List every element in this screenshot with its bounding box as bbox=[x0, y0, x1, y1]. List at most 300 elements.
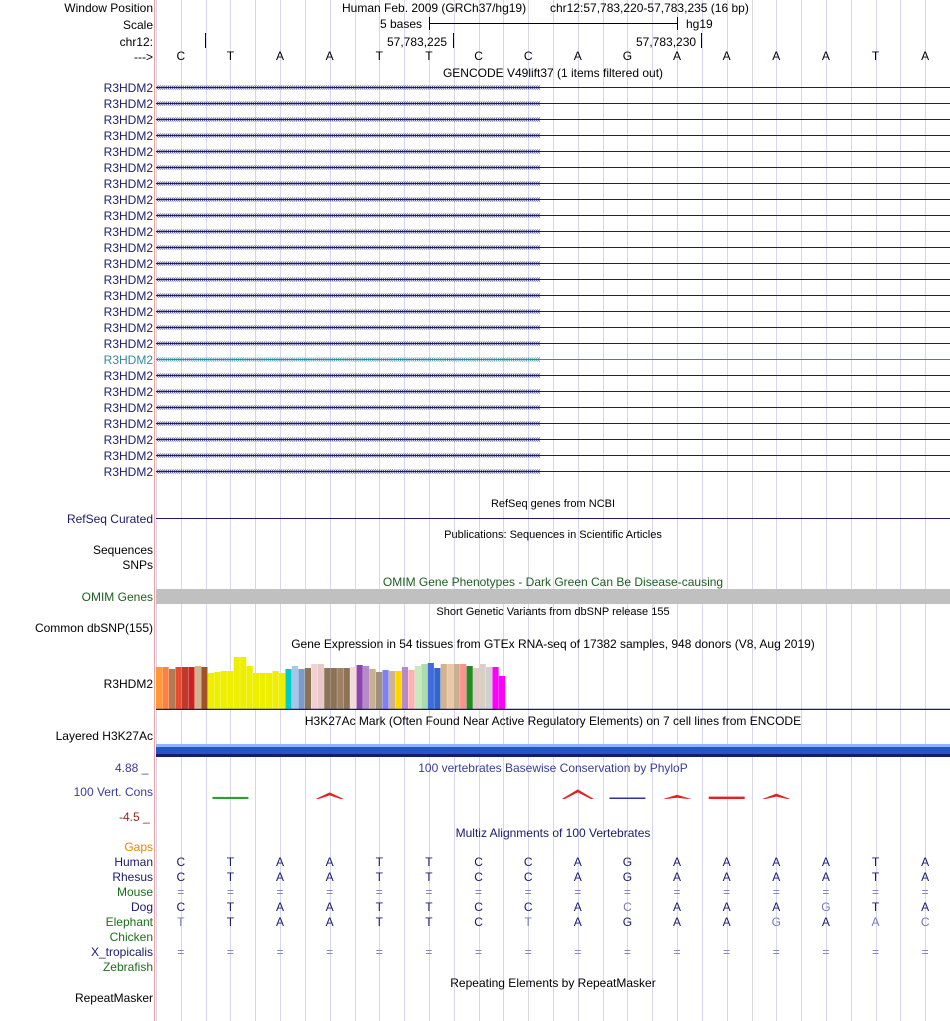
scale-text: 5 bases bbox=[380, 17, 423, 31]
phylop-score-mark[interactable] bbox=[212, 797, 248, 799]
aligned-base: G bbox=[821, 900, 831, 914]
aligned-base: = bbox=[921, 945, 929, 959]
strand-arrows: ‹‹‹‹‹‹‹‹‹‹‹‹‹‹‹‹‹‹‹‹‹‹‹‹‹‹‹‹‹‹‹‹‹‹‹‹‹‹‹‹‹‹‹‹‹‹‹‹‹‹‹‹‹‹‹‹‹‹‹‹‹‹‹‹‹‹‹‹‹‹‹‹‹‹‹‹‹‹‹‹‹‹‹‹‹‹‹‹‹‹‹‹‹‹‹‹‹‹‹‹‹‹‹‹‹‹‹‹‹‹‹‹‹‹‹‹‹‹‹‹‹‹‹‹‹‹‹‹‹‹‹‹‹‹‹‹‹‹‹‹‹‹‹‹‹‹‹‹‹‹‹‹‹‹‹‹‹‹‹‹‹‹‹‹‹‹‹‹‹‹‹‹‹‹‹‹‹‹‹‹ bbox=[156, 290, 540, 301]
phylop-max-label: 4.88 _ bbox=[115, 761, 149, 775]
h3k27ac-label[interactable]: Layered H3K27Ac bbox=[55, 729, 153, 743]
base-letter: T bbox=[375, 49, 383, 63]
base-letter: C bbox=[176, 49, 186, 63]
aligned-base: = bbox=[623, 885, 631, 899]
gtex-tissue-bar[interactable] bbox=[227, 671, 233, 709]
aligned-base: A bbox=[573, 855, 582, 869]
gtex-tissue-bar[interactable] bbox=[350, 667, 356, 709]
gencode-transcript-label[interactable]: R3HDM2 bbox=[103, 337, 153, 351]
refseq-feature[interactable] bbox=[156, 518, 950, 519]
gencode-transcript-label[interactable]: R3HDM2 bbox=[103, 177, 153, 191]
base-letter: C bbox=[474, 49, 483, 63]
gtex-tissue-bar[interactable] bbox=[188, 667, 194, 709]
gtex-tissue-bar[interactable] bbox=[234, 657, 240, 709]
gencode-transcript[interactable] bbox=[156, 336, 950, 352]
gencode-transcript[interactable] bbox=[156, 192, 950, 208]
gtex-tissue-bar[interactable] bbox=[447, 664, 453, 709]
strand-arrows: ‹‹‹‹‹‹‹‹‹‹‹‹‹‹‹‹‹‹‹‹‹‹‹‹‹‹‹‹‹‹‹‹‹‹‹‹‹‹‹‹‹‹‹‹‹‹‹‹‹‹‹‹‹‹‹‹‹‹‹‹‹‹‹‹‹‹‹‹‹‹‹‹‹‹‹‹‹‹‹‹‹‹‹‹‹‹‹‹‹‹‹‹‹‹‹‹‹‹‹‹‹‹‹‹‹‹‹‹‹‹‹‹‹‹‹‹‹‹‹‹‹‹‹‹‹‹‹‹‹‹‹‹‹‹‹‹‹‹‹‹‹‹‹‹‹‹‹‹‹‹‹‹‹‹‹‹‹‹‹‹‹‹‹‹‹‹‹‹‹‹‹‹‹‹‹‹‹‹‹‹ bbox=[156, 146, 540, 157]
window-position-label: Window Position bbox=[64, 1, 153, 15]
aligned-base: = bbox=[177, 885, 185, 899]
aligned-base: = bbox=[425, 885, 433, 899]
gtex-tissue-bar[interactable] bbox=[214, 672, 220, 709]
gencode-transcript-label[interactable]: R3HDM2 bbox=[103, 257, 153, 271]
strand-arrows: ‹‹‹‹‹‹‹‹‹‹‹‹‹‹‹‹‹‹‹‹‹‹‹‹‹‹‹‹‹‹‹‹‹‹‹‹‹‹‹‹‹‹‹‹‹‹‹‹‹‹‹‹‹‹‹‹‹‹‹‹‹‹‹‹‹‹‹‹‹‹‹‹‹‹‹‹‹‹‹‹‹‹‹‹‹‹‹‹‹‹‹‹‹‹‹‹‹‹‹‹‹‹‹‹‹‹‹‹‹‹‹‹‹‹‹‹‹‹‹‹‹‹‹‹‹‹‹‹‹‹‹‹‹‹‹‹‹‹‹‹‹‹‹‹‹‹‹‹‹‹‹‹‹‹‹‹‹‹‹‹‹‹‹‹‹‹‹‹‹‹‹‹‹‹‹‹‹‹‹‹ bbox=[156, 162, 540, 173]
gtex-tissue-bar[interactable] bbox=[175, 667, 181, 709]
gtex-tissue-bar[interactable] bbox=[169, 669, 175, 709]
aligned-base: = bbox=[921, 885, 929, 899]
aligned-base: = bbox=[822, 945, 830, 959]
base-letter: T bbox=[871, 49, 880, 63]
gtex-tissue-bar[interactable] bbox=[382, 670, 388, 709]
aligned-base: C bbox=[474, 900, 483, 914]
species-label[interactable]: Zebrafish bbox=[102, 960, 153, 974]
aligned-base: = bbox=[574, 885, 582, 899]
phylop-score-mark[interactable] bbox=[762, 794, 790, 799]
strand-arrows: ‹‹‹‹‹‹‹‹‹‹‹‹‹‹‹‹‹‹‹‹‹‹‹‹‹‹‹‹‹‹‹‹‹‹‹‹‹‹‹‹‹‹‹‹‹‹‹‹‹‹‹‹‹‹‹‹‹‹‹‹‹‹‹‹‹‹‹‹‹‹‹‹‹‹‹‹‹‹‹‹‹‹‹‹‹‹‹‹‹‹‹‹‹‹‹‹‹‹‹‹‹‹‹‹‹‹‹‹‹‹‹‹‹‹‹‹‹‹‹‹‹‹‹‹‹‹‹‹‹‹‹‹‹‹‹‹‹‹‹‹‹‹‹‹‹‹‹‹‹‹‹‹‹‹‹‹‹‹‹‹‹‹‹‹‹‹‹‹‹‹‹‹‹‹‹‹‹‹‹‹ bbox=[156, 386, 540, 397]
aligned-base: = bbox=[425, 945, 433, 959]
aligned-base: T bbox=[226, 915, 235, 929]
gtex-tissue-bar[interactable] bbox=[415, 666, 421, 709]
gtex-tissue-bar[interactable] bbox=[260, 673, 266, 709]
gencode-transcript[interactable] bbox=[156, 384, 950, 400]
gtex-tissue-bar[interactable] bbox=[428, 663, 434, 709]
species-alignment[interactable] bbox=[156, 945, 950, 959]
aligned-base: A bbox=[573, 915, 582, 929]
gencode-transcript-label[interactable]: R3HDM2 bbox=[103, 385, 153, 399]
species-label[interactable]: Human bbox=[114, 855, 153, 869]
gencode-transcript-label[interactable]: R3HDM2 bbox=[103, 113, 153, 127]
aligned-base: A bbox=[276, 915, 285, 929]
ruler-tick-2 bbox=[453, 33, 454, 48]
aligned-base: A bbox=[276, 870, 285, 884]
species-alignment[interactable] bbox=[156, 930, 950, 944]
gencode-transcript[interactable] bbox=[156, 416, 950, 432]
dbsnp-title[interactable]: Short Genetic Variants from dbSNP release 155 bbox=[436, 606, 670, 618]
aligned-base: A bbox=[821, 870, 830, 884]
strand-arrows: ‹‹‹‹‹‹‹‹‹‹‹‹‹‹‹‹‹‹‹‹‹‹‹‹‹‹‹‹‹‹‹‹‹‹‹‹‹‹‹‹‹‹‹‹‹‹‹‹‹‹‹‹‹‹‹‹‹‹‹‹‹‹‹‹‹‹‹‹‹‹‹‹‹‹‹‹‹‹‹‹‹‹‹‹‹‹‹‹‹‹‹‹‹‹‹‹‹‹‹‹‹‹‹‹‹‹‹‹‹‹‹‹‹‹‹‹‹‹‹‹‹‹‹‹‹‹‹‹‹‹‹‹‹‹‹‹‹‹‹‹‹‹‹‹‹‹‹‹‹‹‹‹‹‹‹‹‹‹‹‹‹‹‹‹‹‹‹‹‹‹‹‹‹‹‹‹‹‹‹‹ bbox=[156, 274, 540, 285]
gencode-transcript[interactable] bbox=[156, 144, 950, 160]
aligned-base: T bbox=[524, 915, 532, 929]
gtex-tissue-bar[interactable] bbox=[331, 668, 337, 709]
aligned-base: A bbox=[772, 870, 781, 884]
omim-label[interactable]: OMIM Genes bbox=[81, 590, 153, 604]
aligned-base: G bbox=[622, 855, 633, 869]
base-letter: A bbox=[673, 49, 682, 63]
aligned-base: T bbox=[375, 855, 383, 869]
gtex-tissue-bar[interactable] bbox=[460, 664, 466, 709]
h3k27ac-layer-mid bbox=[156, 747, 950, 754]
aligned-base: A bbox=[673, 915, 682, 929]
aligned-base: = bbox=[623, 945, 631, 959]
aligned-base: T bbox=[871, 855, 880, 869]
gtex-tissue-bar[interactable] bbox=[473, 668, 479, 709]
species-label[interactable]: Dog bbox=[130, 900, 153, 914]
h3k27ac-layer-dark bbox=[156, 754, 950, 757]
aligned-base: = bbox=[276, 945, 284, 959]
aligned-base: = bbox=[326, 945, 334, 959]
position-text: chr12:57,783,220-57,783,235 (16 bp) bbox=[550, 1, 749, 15]
aligned-base: = bbox=[226, 945, 234, 959]
gencode-transcript-label[interactable]: R3HDM2 bbox=[103, 353, 153, 367]
aligned-base: C bbox=[176, 870, 186, 884]
aligned-base: A bbox=[325, 855, 334, 869]
multiz-title[interactable]: Multiz Alignments of 100 Vertebrates bbox=[455, 826, 651, 840]
gencode-transcript-label[interactable]: R3HDM2 bbox=[103, 465, 153, 479]
phylop-score-mark[interactable] bbox=[709, 797, 745, 799]
species-label[interactable]: Chicken bbox=[109, 930, 153, 944]
gencode-transcript[interactable] bbox=[156, 304, 950, 320]
base-letter: A bbox=[722, 49, 731, 63]
gtex-bar-chart[interactable] bbox=[156, 650, 950, 710]
gtex-label[interactable]: R3HDM2 bbox=[103, 677, 153, 691]
aligned-base: A bbox=[921, 870, 930, 884]
gencode-transcript[interactable] bbox=[156, 320, 950, 336]
h3k27ac-title[interactable]: H3K27Ac Mark (Often Found Near Active Regulatory Elements) on 7 cell lines from ENCODE bbox=[304, 714, 802, 728]
strand-arrows: ‹‹‹‹‹‹‹‹‹‹‹‹‹‹‹‹‹‹‹‹‹‹‹‹‹‹‹‹‹‹‹‹‹‹‹‹‹‹‹‹‹‹‹‹‹‹‹‹‹‹‹‹‹‹‹‹‹‹‹‹‹‹‹‹‹‹‹‹‹‹‹‹‹‹‹‹‹‹‹‹‹‹‹‹‹‹‹‹‹‹‹‹‹‹‹‹‹‹‹‹‹‹‹‹‹‹‹‹‹‹‹‹‹‹‹‹‹‹‹‹‹‹‹‹‹‹‹‹‹‹‹‹‹‹‹‹‹‹‹‹‹‹‹‹‹‹‹‹‹‹‹‹‹‹‹‹‹‹‹‹‹‹‹‹‹‹‹‹‹‹‹‹‹‹‹‹‹‹‹‹ bbox=[156, 370, 540, 381]
gencode-transcript[interactable] bbox=[156, 96, 950, 112]
gtex-tissue-bar[interactable] bbox=[357, 665, 363, 709]
aligned-base: A bbox=[722, 870, 731, 884]
aligned-base: T bbox=[425, 870, 433, 884]
gtex-tissue-bar[interactable] bbox=[266, 673, 272, 709]
gtex-tissue-bar[interactable] bbox=[318, 664, 324, 709]
gtex-tissue-bar[interactable] bbox=[195, 666, 201, 709]
aligned-base: = bbox=[673, 945, 681, 959]
base-letter: A bbox=[573, 49, 582, 63]
ruler-tick-1 bbox=[205, 33, 206, 48]
refseq-title[interactable]: RefSeq genes from NCBI bbox=[490, 498, 616, 510]
phylop-label[interactable]: 100 Vert. Cons bbox=[73, 785, 153, 799]
gtex-tissue-bar[interactable] bbox=[363, 666, 369, 709]
gencode-transcript-label[interactable]: R3HDM2 bbox=[103, 193, 153, 207]
gencode-transcript[interactable] bbox=[156, 128, 950, 144]
gencode-transcript[interactable] bbox=[156, 400, 950, 416]
aligned-base: T bbox=[425, 915, 433, 929]
gencode-transcript[interactable] bbox=[156, 224, 950, 240]
strand-arrows: ‹‹‹‹‹‹‹‹‹‹‹‹‹‹‹‹‹‹‹‹‹‹‹‹‹‹‹‹‹‹‹‹‹‹‹‹‹‹‹‹‹‹‹‹‹‹‹‹‹‹‹‹‹‹‹‹‹‹‹‹‹‹‹‹‹‹‹‹‹‹‹‹‹‹‹‹‹‹‹‹‹‹‹‹‹‹‹‹‹‹‹‹‹‹‹‹‹‹‹‹‹‹‹‹‹‹‹‹‹‹‹‹‹‹‹‹‹‹‹‹‹‹‹‹‹‹‹‹‹‹‹‹‹‹‹‹‹‹‹‹‹‹‹‹‹‹‹‹‹‹‹‹‹‹‹‹‹‹‹‹‹‹‹‹‹‹‹‹‹‹‹‹‹‹‹‹‹‹‹‹ bbox=[156, 178, 540, 189]
assembly-short: hg19 bbox=[686, 17, 713, 31]
snps-label[interactable]: SNPs bbox=[122, 558, 153, 572]
strand-arrows: ‹‹‹‹‹‹‹‹‹‹‹‹‹‹‹‹‹‹‹‹‹‹‹‹‹‹‹‹‹‹‹‹‹‹‹‹‹‹‹‹‹‹‹‹‹‹‹‹‹‹‹‹‹‹‹‹‹‹‹‹‹‹‹‹‹‹‹‹‹‹‹‹‹‹‹‹‹‹‹‹‹‹‹‹‹‹‹‹‹‹‹‹‹‹‹‹‹‹‹‹‹‹‹‹‹‹‹‹‹‹‹‹‹‹‹‹‹‹‹‹‹‹‹‹‹‹‹‹‹‹‹‹‹‹‹‹‹‹‹‹‹‹‹‹‹‹‹‹‹‹‹‹‹‹‹‹‹‹‹‹‹‹‹‹‹‹‹‹‹‹‹‹‹‹‹‹‹‹‹‹ bbox=[156, 402, 540, 413]
aligned-base: = bbox=[673, 885, 681, 899]
gencode-transcript-label[interactable]: R3HDM2 bbox=[103, 289, 153, 303]
gtex-tissue-bar[interactable] bbox=[486, 667, 492, 709]
strand-label: ---> bbox=[134, 50, 153, 64]
aligned-base: = bbox=[276, 885, 284, 899]
coord-1: 57,783,225 bbox=[387, 35, 448, 49]
gtex-tissue-bar[interactable] bbox=[408, 670, 414, 709]
gencode-title[interactable]: GENCODE V49lift37 (1 items filtered out) bbox=[442, 66, 664, 80]
phylop-score-mark[interactable] bbox=[316, 792, 344, 799]
strand-arrows: ‹‹‹‹‹‹‹‹‹‹‹‹‹‹‹‹‹‹‹‹‹‹‹‹‹‹‹‹‹‹‹‹‹‹‹‹‹‹‹‹‹‹‹‹‹‹‹‹‹‹‹‹‹‹‹‹‹‹‹‹‹‹‹‹‹‹‹‹‹‹‹‹‹‹‹‹‹‹‹‹‹‹‹‹‹‹‹‹‹‹‹‹‹‹‹‹‹‹‹‹‹‹‹‹‹‹‹‹‹‹‹‹‹‹‹‹‹‹‹‹‹‹‹‹‹‹‹‹‹‹‹‹‹‹‹‹‹‹‹‹‹‹‹‹‹‹‹‹‹‹‹‹‹‹‹‹‹‹‹‹‹‹‹‹‹‹‹‹‹‹‹‹‹‹‹‹‹‹‹‹ bbox=[156, 258, 540, 269]
aligned-base: C bbox=[176, 900, 186, 914]
gencode-transcript-label[interactable]: R3HDM2 bbox=[103, 401, 153, 415]
aligned-base: C bbox=[523, 855, 533, 869]
aligned-base: A bbox=[821, 855, 830, 869]
gtex-tissue-bar[interactable] bbox=[311, 664, 317, 709]
aligned-base: = bbox=[226, 885, 234, 899]
gencode-transcript-label[interactable]: R3HDM2 bbox=[103, 433, 153, 447]
gtex-tissue-bar[interactable] bbox=[492, 667, 498, 709]
gtex-tissue-bar[interactable] bbox=[305, 668, 311, 709]
h3k27ac-signal[interactable] bbox=[156, 744, 950, 757]
strand-arrows: ‹‹‹‹‹‹‹‹‹‹‹‹‹‹‹‹‹‹‹‹‹‹‹‹‹‹‹‹‹‹‹‹‹‹‹‹‹‹‹‹‹‹‹‹‹‹‹‹‹‹‹‹‹‹‹‹‹‹‹‹‹‹‹‹‹‹‹‹‹‹‹‹‹‹‹‹‹‹‹‹‹‹‹‹‹‹‹‹‹‹‹‹‹‹‹‹‹‹‹‹‹‹‹‹‹‹‹‹‹‹‹‹‹‹‹‹‹‹‹‹‹‹‹‹‹‹‹‹‹‹‹‹‹‹‹‹‹‹‹‹‹‹‹‹‹‹‹‹‹‹‹‹‹‹‹‹‹‹‹‹‹‹‹‹‹‹‹‹‹‹‹‹‹‹‹‹‹‹‹‹ bbox=[156, 338, 540, 349]
repeatmasker-title[interactable]: Repeating Elements by RepeatMasker bbox=[450, 976, 656, 990]
aligned-base: = bbox=[375, 885, 383, 899]
aligned-base: A bbox=[325, 915, 334, 929]
aligned-base: A bbox=[325, 900, 334, 914]
phylop-score-mark[interactable] bbox=[562, 789, 594, 799]
phylop-title[interactable]: 100 vertebrates Basewise Conservation by PhyloP bbox=[418, 761, 688, 775]
strand-arrows: ‹‹‹‹‹‹‹‹‹‹‹‹‹‹‹‹‹‹‹‹‹‹‹‹‹‹‹‹‹‹‹‹‹‹‹‹‹‹‹‹‹‹‹‹‹‹‹‹‹‹‹‹‹‹‹‹‹‹‹‹‹‹‹‹‹‹‹‹‹‹‹‹‹‹‹‹‹‹‹‹‹‹‹‹‹‹‹‹‹‹‹‹‹‹‹‹‹‹‹‹‹‹‹‹‹‹‹‹‹‹‹‹‹‹‹‹‹‹‹‹‹‹‹‹‹‹‹‹‹‹‹‹‹‹‹‹‹‹‹‹‹‹‹‹‹‹‹‹‹‹‹‹‹‹‹‹‹‹‹‹‹‹‹‹‹‹‹‹‹‹‹‹‹‹‹‹‹‹‹‹ bbox=[156, 226, 540, 237]
refseq-label[interactable]: RefSeq Curated bbox=[66, 512, 153, 526]
aligned-base: A bbox=[673, 900, 682, 914]
aligned-base: T bbox=[375, 900, 383, 914]
label-divider bbox=[154, 0, 155, 1021]
aligned-base: A bbox=[722, 915, 731, 929]
strand-arrows: ‹‹‹‹‹‹‹‹‹‹‹‹‹‹‹‹‹‹‹‹‹‹‹‹‹‹‹‹‹‹‹‹‹‹‹‹‹‹‹‹‹‹‹‹‹‹‹‹‹‹‹‹‹‹‹‹‹‹‹‹‹‹‹‹‹‹‹‹‹‹‹‹‹‹‹‹‹‹‹‹‹‹‹‹‹‹‹‹‹‹‹‹‹‹‹‹‹‹‹‹‹‹‹‹‹‹‹‹‹‹‹‹‹‹‹‹‹‹‹‹‹‹‹‹‹‹‹‹‹‹‹‹‹‹‹‹‹‹‹‹‹‹‹‹‹‹‹‹‹‹‹‹‹‹‹‹‹‹‹‹‹‹‹‹‹‹‹‹‹‹‹‹‹‹‹‹‹‹‹‹ bbox=[156, 194, 540, 205]
aligned-base: = bbox=[375, 945, 383, 959]
gtex-tissue-bar[interactable] bbox=[499, 676, 505, 709]
strand-arrows: ‹‹‹‹‹‹‹‹‹‹‹‹‹‹‹‹‹‹‹‹‹‹‹‹‹‹‹‹‹‹‹‹‹‹‹‹‹‹‹‹‹‹‹‹‹‹‹‹‹‹‹‹‹‹‹‹‹‹‹‹‹‹‹‹‹‹‹‹‹‹‹‹‹‹‹‹‹‹‹‹‹‹‹‹‹‹‹‹‹‹‹‹‹‹‹‹‹‹‹‹‹‹‹‹‹‹‹‹‹‹‹‹‹‹‹‹‹‹‹‹‹‹‹‹‹‹‹‹‹‹‹‹‹‹‹‹‹‹‹‹‹‹‹‹‹‹‹‹‹‹‹‹‹‹‹‹‹‹‹‹‹‹‹‹‹‹‹‹‹‹‹‹‹‹‹‹‹‹‹‹ bbox=[156, 98, 540, 109]
gencode-transcript-label[interactable]: R3HDM2 bbox=[103, 273, 153, 287]
base-letter: A bbox=[772, 49, 781, 63]
gtex-tissue-bar[interactable] bbox=[182, 667, 188, 709]
species-alignment[interactable] bbox=[156, 885, 950, 899]
gencode-transcript-label[interactable]: R3HDM2 bbox=[103, 145, 153, 159]
base-letter: A bbox=[276, 49, 285, 63]
base-letter: A bbox=[921, 49, 930, 63]
aligned-base: A bbox=[673, 870, 682, 884]
phylop-min-label: -4.5 _ bbox=[119, 810, 150, 824]
phylop-chart[interactable] bbox=[156, 775, 950, 825]
species-alignment[interactable] bbox=[156, 915, 950, 929]
gtex-tissue-bar[interactable] bbox=[389, 671, 395, 709]
gencode-transcript[interactable] bbox=[156, 208, 950, 224]
strand-arrows: ‹‹‹‹‹‹‹‹‹‹‹‹‹‹‹‹‹‹‹‹‹‹‹‹‹‹‹‹‹‹‹‹‹‹‹‹‹‹‹‹‹‹‹‹‹‹‹‹‹‹‹‹‹‹‹‹‹‹‹‹‹‹‹‹‹‹‹‹‹‹‹‹‹‹‹‹‹‹‹‹‹‹‹‹‹‹‹‹‹‹‹‹‹‹‹‹‹‹‹‹‹‹‹‹‹‹‹‹‹‹‹‹‹‹‹‹‹‹‹‹‹‹‹‹‹‹‹‹‹‹‹‹‹‹‹‹‹‹‹‹‹‹‹‹‹‹‹‹‹‹‹‹‹‹‹‹‹‹‹‹‹‹‹‹‹‹‹‹‹‹‹‹‹‹‹‹‹‹‹‹ bbox=[156, 434, 540, 445]
aligned-base: = bbox=[475, 885, 483, 899]
aligned-base: = bbox=[524, 945, 532, 959]
gtex-tissue-bar[interactable] bbox=[480, 664, 486, 709]
aligned-base: A bbox=[772, 855, 781, 869]
gencode-transcript-label[interactable]: R3HDM2 bbox=[103, 369, 153, 383]
omim-title[interactable]: OMIM Gene Phenotypes - Dark Green Can Be Disease-causing bbox=[382, 575, 724, 589]
gtex-tissue-bar[interactable] bbox=[253, 673, 259, 709]
aligned-base: A bbox=[821, 915, 830, 929]
gtex-tissue-bar[interactable] bbox=[441, 664, 447, 709]
strand-arrows: ‹‹‹‹‹‹‹‹‹‹‹‹‹‹‹‹‹‹‹‹‹‹‹‹‹‹‹‹‹‹‹‹‹‹‹‹‹‹‹‹‹‹‹‹‹‹‹‹‹‹‹‹‹‹‹‹‹‹‹‹‹‹‹‹‹‹‹‹‹‹‹‹‹‹‹‹‹‹‹‹‹‹‹‹‹‹‹‹‹‹‹‹‹‹‹‹‹‹‹‹‹‹‹‹‹‹‹‹‹‹‹‹‹‹‹‹‹‹‹‹‹‹‹‹‹‹‹‹‹‹‹‹‹‹‹‹‹‹‹‹‹‹‹‹‹‹‹‹‹‹‹‹‹‹‹‹‹‹‹‹‹‹‹‹‹‹‹‹‹‹‹‹‹‹‹‹‹‹‹‹ bbox=[156, 466, 540, 477]
gencode-transcript[interactable] bbox=[156, 272, 950, 288]
aligned-base: A bbox=[722, 855, 731, 869]
gencode-transcript-label[interactable]: R3HDM2 bbox=[103, 129, 153, 143]
gencode-transcript[interactable] bbox=[156, 352, 950, 368]
aligned-base: A bbox=[921, 900, 930, 914]
gtex-tissue-bar[interactable] bbox=[376, 672, 382, 709]
scale-bar-right-tick bbox=[677, 17, 678, 30]
base-letter: A bbox=[325, 49, 334, 63]
gtex-tissue-bar[interactable] bbox=[298, 669, 304, 709]
gtex-tissue-bar[interactable] bbox=[292, 666, 298, 709]
ruler-tick-3 bbox=[701, 33, 702, 48]
gencode-transcript[interactable] bbox=[156, 160, 950, 176]
aligned-base: = bbox=[872, 885, 880, 899]
aligned-base: T bbox=[375, 870, 383, 884]
scale-bar bbox=[429, 23, 678, 24]
base-letter: G bbox=[622, 49, 633, 63]
species-alignment[interactable] bbox=[156, 960, 950, 974]
gencode-transcript-label[interactable]: R3HDM2 bbox=[103, 97, 153, 111]
gtex-tissue-bar[interactable] bbox=[421, 664, 427, 709]
gencode-transcript[interactable] bbox=[156, 176, 950, 192]
species-alignment[interactable] bbox=[156, 855, 950, 869]
aligned-base: A bbox=[573, 870, 582, 884]
strand-arrows: ‹‹‹‹‹‹‹‹‹‹‹‹‹‹‹‹‹‹‹‹‹‹‹‹‹‹‹‹‹‹‹‹‹‹‹‹‹‹‹‹‹‹‹‹‹‹‹‹‹‹‹‹‹‹‹‹‹‹‹‹‹‹‹‹‹‹‹‹‹‹‹‹‹‹‹‹‹‹‹‹‹‹‹‹‹‹‹‹‹‹‹‹‹‹‹‹‹‹‹‹‹‹‹‹‹‹‹‹‹‹‹‹‹‹‹‹‹‹‹‹‹‹‹‹‹‹‹‹‹‹‹‹‹‹‹‹‹‹‹‹‹‹‹‹‹‹‹‹‹‹‹‹‹‹‹‹‹‹‹‹‹‹‹‹‹‹‹‹‹‹‹‹‹‹‹‹‹‹‹‹ bbox=[156, 418, 540, 429]
gtex-tissue-bar[interactable] bbox=[324, 668, 330, 709]
species-alignment[interactable] bbox=[156, 870, 950, 884]
publications-title[interactable]: Publications: Sequences in Scientific Articles bbox=[444, 529, 662, 541]
aligned-base: T bbox=[871, 870, 880, 884]
gtex-tissue-bar[interactable] bbox=[221, 671, 227, 709]
species-label[interactable]: X_tropicalis bbox=[90, 945, 153, 959]
gencode-transcript-label[interactable]: R3HDM2 bbox=[103, 417, 153, 431]
aligned-base: C bbox=[623, 900, 632, 914]
gtex-tissue-bar[interactable] bbox=[247, 666, 253, 709]
gtex-tissue-bar[interactable] bbox=[201, 667, 207, 709]
gtex-tissue-bar[interactable] bbox=[370, 669, 376, 709]
gtex-tissue-bar[interactable] bbox=[285, 669, 291, 709]
strand-arrows: ‹‹‹‹‹‹‹‹‹‹‹‹‹‹‹‹‹‹‹‹‹‹‹‹‹‹‹‹‹‹‹‹‹‹‹‹‹‹‹‹‹‹‹‹‹‹‹‹‹‹‹‹‹‹‹‹‹‹‹‹‹‹‹‹‹‹‹‹‹‹‹‹‹‹‹‹‹‹‹‹‹‹‹‹‹‹‹‹‹‹‹‹‹‹‹‹‹‹‹‹‹‹‹‹‹‹‹‹‹‹‹‹‹‹‹‹‹‹‹‹‹‹‹‹‹‹‹‹‹‹‹‹‹‹‹‹‹‹‹‹‹‹‹‹‹‹‹‹‹‹‹‹‹‹‹‹‹‹‹‹‹‹‹‹‹‹‹‹‹‹‹‹‹‹‹‹‹‹‹‹ bbox=[156, 322, 540, 333]
species-label[interactable]: Mouse bbox=[116, 885, 153, 899]
gencode-transcript[interactable] bbox=[156, 288, 950, 304]
repeatmasker-label[interactable]: RepeatMasker bbox=[74, 991, 153, 1005]
aligned-base: = bbox=[524, 885, 532, 899]
gencode-transcript[interactable] bbox=[156, 256, 950, 272]
base-letter: C bbox=[523, 49, 533, 63]
base-letter: A bbox=[821, 49, 830, 63]
gtex-tissue-bar[interactable] bbox=[434, 668, 440, 709]
gtex-tissue-bar[interactable] bbox=[240, 657, 246, 709]
aligned-base: T bbox=[375, 915, 383, 929]
aligned-base: A bbox=[921, 855, 930, 869]
gencode-transcript[interactable] bbox=[156, 80, 950, 96]
aligned-base: A bbox=[276, 855, 285, 869]
scale-label: Scale bbox=[122, 18, 153, 32]
gencode-transcript[interactable] bbox=[156, 464, 950, 480]
base-letter: T bbox=[425, 49, 433, 63]
gtex-tissue-bar[interactable] bbox=[337, 668, 343, 709]
aligned-base: C bbox=[474, 870, 483, 884]
aligned-base: = bbox=[177, 945, 185, 959]
gaps-label[interactable]: Gaps bbox=[124, 840, 153, 854]
strand-arrows: ‹‹‹‹‹‹‹‹‹‹‹‹‹‹‹‹‹‹‹‹‹‹‹‹‹‹‹‹‹‹‹‹‹‹‹‹‹‹‹‹‹‹‹‹‹‹‹‹‹‹‹‹‹‹‹‹‹‹‹‹‹‹‹‹‹‹‹‹‹‹‹‹‹‹‹‹‹‹‹‹‹‹‹‹‹‹‹‹‹‹‹‹‹‹‹‹‹‹‹‹‹‹‹‹‹‹‹‹‹‹‹‹‹‹‹‹‹‹‹‹‹‹‹‹‹‹‹‹‹‹‹‹‹‹‹‹‹‹‹‹‹‹‹‹‹‹‹‹‹‹‹‹‹‹‹‹‹‹‹‹‹‹‹‹‹‹‹‹‹‹‹‹‹‹‹‹‹‹‹‹ bbox=[156, 306, 540, 317]
aligned-base: T bbox=[226, 900, 235, 914]
gencode-transcript-label[interactable]: R3HDM2 bbox=[103, 305, 153, 319]
aligned-base: C bbox=[523, 870, 533, 884]
gencode-transcript[interactable] bbox=[156, 432, 950, 448]
base-letter: T bbox=[226, 49, 235, 63]
gtex-tissue-bar[interactable] bbox=[208, 673, 214, 709]
gtex-tissue-bar[interactable] bbox=[454, 664, 460, 709]
gtex-tissue-bar[interactable] bbox=[279, 673, 285, 709]
aligned-base: A bbox=[673, 855, 682, 869]
aligned-base: G bbox=[622, 915, 633, 929]
gencode-transcript[interactable] bbox=[156, 448, 950, 464]
gencode-transcript[interactable] bbox=[156, 240, 950, 256]
gtex-tissue-bar[interactable] bbox=[344, 668, 350, 709]
aligned-base: A bbox=[276, 900, 285, 914]
phylop-score-mark[interactable] bbox=[663, 795, 691, 799]
gencode-transcript[interactable] bbox=[156, 112, 950, 128]
dbsnp-label[interactable]: Common dbSNP(155) bbox=[34, 621, 153, 635]
scale-bar-left-tick bbox=[429, 17, 430, 30]
strand-arrows: ‹‹‹‹‹‹‹‹‹‹‹‹‹‹‹‹‹‹‹‹‹‹‹‹‹‹‹‹‹‹‹‹‹‹‹‹‹‹‹‹‹‹‹‹‹‹‹‹‹‹‹‹‹‹‹‹‹‹‹‹‹‹‹‹‹‹‹‹‹‹‹‹‹‹‹‹‹‹‹‹‹‹‹‹‹‹‹‹‹‹‹‹‹‹‹‹‹‹‹‹‹‹‹‹‹‹‹‹‹‹‹‹‹‹‹‹‹‹‹‹‹‹‹‹‹‹‹‹‹‹‹‹‹‹‹‹‹‹‹‹‹‹‹‹‹‹‹‹‹‹‹‹‹‹‹‹‹‹‹‹‹‹‹‹‹‹‹‹‹‹‹‹‹‹‹‹‹‹‹‹ bbox=[156, 354, 540, 365]
aligned-base: G bbox=[771, 915, 781, 929]
gencode-transcript-label[interactable]: R3HDM2 bbox=[103, 321, 153, 335]
gtex-tissue-bar[interactable] bbox=[402, 667, 408, 709]
omim-feature[interactable] bbox=[156, 589, 950, 604]
base-sequence bbox=[156, 49, 950, 63]
aligned-base: = bbox=[822, 885, 830, 899]
gencode-transcript-label[interactable]: R3HDM2 bbox=[103, 449, 153, 463]
strand-arrows: ‹‹‹‹‹‹‹‹‹‹‹‹‹‹‹‹‹‹‹‹‹‹‹‹‹‹‹‹‹‹‹‹‹‹‹‹‹‹‹‹‹‹‹‹‹‹‹‹‹‹‹‹‹‹‹‹‹‹‹‹‹‹‹‹‹‹‹‹‹‹‹‹‹‹‹‹‹‹‹‹‹‹‹‹‹‹‹‹‹‹‹‹‹‹‹‹‹‹‹‹‹‹‹‹‹‹‹‹‹‹‹‹‹‹‹‹‹‹‹‹‹‹‹‹‹‹‹‹‹‹‹‹‹‹‹‹‹‹‹‹‹‹‹‹‹‹‹‹‹‹‹‹‹‹‹‹‹‹‹‹‹‹‹‹‹‹‹‹‹‹‹‹‹‹‹‹‹‹‹‹ bbox=[156, 114, 540, 125]
aligned-base: T bbox=[177, 915, 185, 929]
gencode-transcript-label[interactable]: R3HDM2 bbox=[103, 161, 153, 175]
phylop-score-mark[interactable] bbox=[609, 798, 645, 800]
species-alignment[interactable] bbox=[156, 900, 950, 914]
gtex-tissue-bar[interactable] bbox=[395, 671, 401, 709]
assembly-text: Human Feb. 2009 (GRCh37/hg19) bbox=[342, 1, 527, 15]
gtex-title[interactable]: Gene Expression in 54 tissues from GTEx RNA-seq of 17382 samples, 948 donors (V8, Aug 2019) bbox=[291, 637, 815, 651]
aligned-base: C bbox=[176, 855, 186, 869]
sequences-label[interactable]: Sequences bbox=[92, 543, 153, 557]
gencode-transcript-label[interactable]: R3HDM2 bbox=[103, 81, 153, 95]
aligned-base: = bbox=[872, 945, 880, 959]
coord-2: 57,783,230 bbox=[636, 35, 697, 49]
aligned-base: = bbox=[326, 885, 334, 899]
gtex-tissue-bar[interactable] bbox=[162, 667, 168, 709]
strand-arrows: ‹‹‹‹‹‹‹‹‹‹‹‹‹‹‹‹‹‹‹‹‹‹‹‹‹‹‹‹‹‹‹‹‹‹‹‹‹‹‹‹‹‹‹‹‹‹‹‹‹‹‹‹‹‹‹‹‹‹‹‹‹‹‹‹‹‹‹‹‹‹‹‹‹‹‹‹‹‹‹‹‹‹‹‹‹‹‹‹‹‹‹‹‹‹‹‹‹‹‹‹‹‹‹‹‹‹‹‹‹‹‹‹‹‹‹‹‹‹‹‹‹‹‹‹‹‹‹‹‹‹‹‹‹‹‹‹‹‹‹‹‹‹‹‹‹‹‹‹‹‹‹‹‹‹‹‹‹‹‹‹‹‹‹‹‹‹‹‹‹‹‹‹‹‹‹‹‹‹‹‹ bbox=[156, 130, 540, 141]
aligned-base: A bbox=[871, 915, 880, 929]
aligned-base: = bbox=[723, 945, 731, 959]
gtex-tissue-bar[interactable] bbox=[156, 667, 162, 709]
aligned-base: T bbox=[871, 900, 880, 914]
gtex-tissue-bar[interactable] bbox=[272, 671, 278, 709]
aligned-base: T bbox=[226, 870, 235, 884]
aligned-base: = bbox=[772, 885, 780, 899]
aligned-base: = bbox=[574, 945, 582, 959]
aligned-base: = bbox=[723, 885, 731, 899]
gencode-transcript-label[interactable]: R3HDM2 bbox=[103, 225, 153, 239]
aligned-base: T bbox=[425, 855, 433, 869]
aligned-base: C bbox=[920, 915, 930, 929]
aligned-base: C bbox=[474, 855, 483, 869]
species-label[interactable]: Rhesus bbox=[112, 870, 153, 884]
gtex-tissue-bar[interactable] bbox=[467, 666, 473, 709]
aligned-base: T bbox=[226, 855, 235, 869]
aligned-base: G bbox=[622, 870, 633, 884]
aligned-base: = bbox=[772, 945, 780, 959]
chrom-label: chr12: bbox=[119, 35, 153, 49]
gencode-transcript-label[interactable]: R3HDM2 bbox=[103, 209, 153, 223]
gencode-transcript-label[interactable]: R3HDM2 bbox=[103, 241, 153, 255]
species-label[interactable]: Elephant bbox=[105, 915, 153, 929]
aligned-base: T bbox=[425, 900, 433, 914]
gencode-transcript[interactable] bbox=[156, 368, 950, 384]
